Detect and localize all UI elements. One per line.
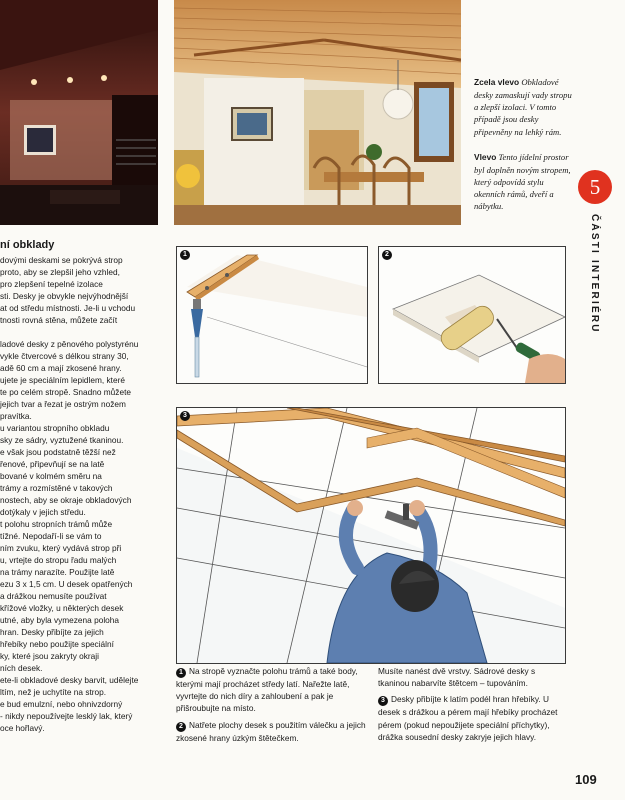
figure-1-battens: [176, 246, 368, 384]
left-column-line: u, vrtejte do stropu řadu malých: [0, 555, 117, 565]
interior-photo-left: [0, 0, 158, 225]
left-column-line: oce hořlavý.: [0, 723, 45, 733]
left-column-line: křížové vložky, u některých desek: [0, 603, 124, 613]
step-3: [378, 693, 564, 743]
figure-3-nailing-tiles: [176, 407, 566, 664]
left-column-text: [0, 254, 166, 734]
figure-3-number: 3: [180, 411, 190, 421]
left-column-line: ujete je speciálním lepidlem, které: [0, 375, 125, 385]
page-number: 109: [575, 772, 597, 787]
left-column-line: e bud emulzní, nebo ohnivzdorný: [0, 699, 123, 709]
left-column-line: ních desek.: [0, 663, 43, 673]
left-column-line: trámy a rozmístěné v takových: [0, 483, 113, 493]
figure-2-number: 2: [382, 250, 392, 260]
left-column-line: ltím, než je uchytíte na strop.: [0, 687, 107, 697]
figure-1-number: 1: [180, 250, 190, 260]
chapter-title: [582, 214, 606, 334]
left-column-line: hřebíky nebo použijte speciální: [0, 639, 114, 649]
left-column-line: vykle čtvercové s délkou strany 30,: [0, 351, 129, 361]
left-column-line: - nikdy nepoužívejte lesklý lak, který: [0, 711, 133, 721]
caption-left-text: Tento jídelní prostor byl doplněn novým stropem, který odpovídá stylu okenních rámů, dveří a nábytku.: [474, 151, 571, 212]
step-1-text: Na stropě vyznačte polohu trámů a také body, kterými mají procházet středy latí. Nařežte latě, vyvrtejte do nich díry a zahloubení a pak je přišroubujte na místo.: [176, 666, 358, 714]
left-column-line: nostech, aby se okraje obkladových: [0, 495, 132, 505]
left-column-line: bované v kolmém směru na: [0, 471, 102, 481]
left-column-line: ete-li obkladové desky barvit, udělejte: [0, 675, 139, 685]
left-column-line: ezu 3 x 1,5 cm. U desek opatřených: [0, 579, 133, 589]
left-column-line: pro zlepšení tepelné izolace: [0, 279, 103, 289]
left-column-line: sky ze sádry, vyztužené tkaninou.: [0, 435, 124, 445]
step-1: [176, 665, 374, 715]
left-column-line: pravítka.: [0, 411, 32, 421]
left-column-line: ky, které jsou zakryty okraji: [0, 651, 99, 661]
caption-far-left-text: Obkladové desky zamaskují vady stropu a zlepší izolaci. V tomto případě jsou desky připevněny na lehký rám.: [474, 77, 572, 137]
step-3-text: Desky přibíjte k latím podél hran hřebíky. U desek s drážkou a pérem mají hřebíky procházet pérem (pokud nepoužijete speciální příchytky), drážka sousední desky zakryje jejich hlavy.: [378, 694, 558, 742]
step-2-text: Natřete plochy desek s použitím válečku a jejich zkosené hrany úzkým štětečkem.: [176, 719, 366, 743]
left-column-line: u variantou stropního obkladu: [0, 423, 110, 433]
steps-column-1: [176, 665, 374, 748]
caption-left: [474, 151, 572, 213]
steps-column-2: [378, 665, 564, 747]
left-column-line: e však jsou podstatně těžší než: [0, 447, 116, 457]
left-column-line: hran. Desky přibíjte za jejich: [0, 627, 104, 637]
left-column-line: [0, 326, 166, 338]
left-column-line: te po celém stropě. Snadno můžete: [0, 387, 131, 397]
caption-far-left: [474, 76, 572, 138]
left-column-line: ladové desky z pěnového polystyrénu: [0, 339, 139, 349]
left-column-line: řenové, připevňují se na latě: [0, 459, 105, 469]
left-column-line: dovými deskami se pokrývá strop: [0, 255, 123, 265]
left-column-line: tížné. Nepodaří-li se vám to: [0, 531, 102, 541]
left-column-line: dotýkaly v jejich středu.: [0, 507, 86, 517]
chapter-title-text: ČÁSTI INTERIÉRU: [589, 214, 600, 334]
step-2: [176, 719, 374, 744]
left-column-line: tnosti rovná stěna, můžete začít: [0, 315, 118, 325]
section-heading: ní obklady: [0, 239, 55, 251]
left-column-line: at od středu místnosti. Je-li u vchodu: [0, 303, 136, 313]
left-column-line: proto, aby se zlepšil jeho vzhled,: [0, 267, 120, 277]
figure-2-roller: [378, 246, 566, 384]
step-3-number: 3: [378, 696, 388, 706]
step-1-number: 1: [176, 668, 186, 678]
caption-far-left-label: Zcela vlevo: [474, 77, 520, 87]
dining-room-photo: [174, 0, 461, 225]
left-column-line: sti. Desky je obvykle nejvýhodnější: [0, 291, 129, 301]
chapter-number-badge: 5: [578, 170, 612, 204]
photo-captions: [474, 76, 572, 225]
left-column-line: adě 60 cm a mají zkosené hrany.: [0, 363, 122, 373]
left-column-line: ním zvuku, který vydává strop při: [0, 543, 122, 553]
left-column-line: t polohu stropních trámů může: [0, 519, 113, 529]
step-2-number: 2: [176, 722, 186, 732]
left-column-line: utné, aby byla vymezena poloha: [0, 615, 120, 625]
left-column-line: a drážkou nemusíte používat: [0, 591, 107, 601]
step-2-continued: Musíte nanést dvě vrstvy. Sádrové desky s tkaninou nabarvíte štětcem – tupováním.: [378, 666, 536, 689]
caption-left-label: Vlevo: [474, 151, 497, 162]
left-column-line: na trámy narazíte. Použijte latě: [0, 567, 115, 577]
left-column-line: jejich tvar a řezat je ostrým nožem: [0, 399, 126, 409]
